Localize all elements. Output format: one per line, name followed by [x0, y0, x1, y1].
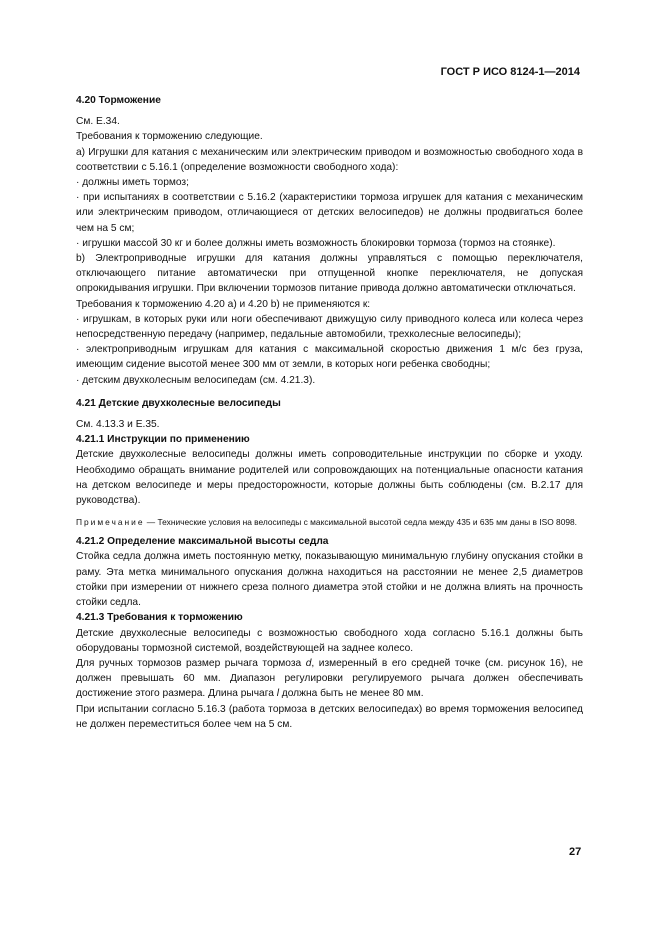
text-run: Для ручных тормозов размер рычага тормоза: [76, 657, 306, 669]
paragraph: См. 4.13.3 и Е.35.: [76, 419, 160, 431]
document-id-header: ГОСТ Р ИСО 8124-1—2014: [440, 66, 580, 78]
paragraph: а) Игрушки для катания с механическим или электрическим приводом и возможностью свободного хода в соответствии с 5.16.1 (определение возможности свободного хода):: [76, 146, 583, 173]
paragraph: При испытании согласно 5.16.3 (работа тормоза в детских велосипедах) во время торможения велосипед не должен переместиться более чем на 5 см.: [76, 703, 583, 730]
paragraph: b) Электроприводные игрушки для катания должны управляться с помощью переключателя, отключающего питание автоматически при отпущенной кнопке переключателя, не допуская опрокидывания игрушки. При включении тормозов питание привода должно автоматически отключаться.: [76, 253, 583, 295]
list-item: · детским двухколесным велосипедам (см. 4.21.3).: [76, 374, 316, 386]
page-number: 27: [569, 846, 582, 858]
paragraph: [76, 656, 583, 702]
paragraph: Детские двухколесные велосипеды с возможностью свободного хода согласно 5.16.1 должны быть оборудованы тормозной системой, воздействующей на заднее колесо.: [76, 627, 583, 654]
text-run: , измеренный в его средней точке (см. рисунок 16), не должен превышать 60 мм. Диапазон регулировки регулируемого рычага должен обеспечивать достижение этого размера. Длина рычага: [76, 657, 583, 700]
paragraph: Детские двухколесные велосипеды должны иметь сопроводительные инструкции по сборке и уходу. Необходимо обращать внимание родителей или сопровождающих на потенциальные опасности катания на детском велосипеде и меры предосторожности, которые должны быть соблюдены (см. В.2.17 для руководства).: [76, 449, 583, 507]
paragraph: Требования к торможению 4.20 а) и 4.20 b) не применяются к:: [76, 298, 371, 310]
note-text: — Технические условия на велосипеды с максимальной высотой седла между 435 и 635 мм даны в ISO 8098.: [144, 517, 577, 528]
section-title-4-21: 4.21 Детские двухколесные велосипеды: [76, 397, 281, 409]
section-title-4-20: 4.20 Торможение: [76, 95, 161, 106]
paragraph: Требования к торможению следующие.: [76, 131, 263, 143]
list-item: · игрушкам, в которых руки или ноги обеспечивают движущую силу приводного колеса или колеса через непосредственную передачу (например, педальные автомобили, трехколесные велосипеды);: [76, 313, 583, 341]
symbol-l: l: [276, 688, 279, 700]
text-run: должна быть не менее 80 мм.: [278, 688, 424, 700]
note: [76, 516, 583, 528]
page-content: [76, 93, 583, 732]
list-item: · при испытаниях в соответствии с 5.16.2 (характеристики тормоза игрушек для катания с механическим или электрическим приводом, отличающиеся от детских велосипедов) не должны продвигаться более чем на 5 см;: [76, 192, 583, 234]
symbol-d: d: [305, 657, 312, 669]
paragraph: См. Е.34.: [76, 116, 120, 128]
note-label: Примечание: [76, 517, 145, 528]
subsection-title-4-21-1: 4.21.1 Инструкции по применению: [76, 434, 250, 446]
subsection-title-4-21-3: 4.21.3 Требования к торможению: [76, 612, 243, 624]
list-item: · игрушки массой 30 кг и более должны иметь возможность блокировки тормоза (тормоз на стоянке).: [76, 237, 556, 249]
list-item: · электроприводным игрушкам для катания с максимальной скоростью движения 1 м/с без груза, имеющим сидение высотой менее 300 мм от земли, в которых ноги ребенка свободны;: [76, 344, 583, 371]
subsection-title-4-21-2: 4.21.2 Определение максимальной высоты седла: [76, 536, 329, 548]
list-item: · должны иметь тормоз;: [76, 177, 189, 189]
paragraph: Стойка седла должна иметь постоянную метку, показывающую минимальную глубину опускания стойки в раму. Эта метка минимального опускания должна находиться на расстоянии не менее 2,5 диаметров стойки при измерении от нижнего среза полного диаметра этой стойки и не должна влиять на прочность стойки седла.: [76, 551, 583, 609]
